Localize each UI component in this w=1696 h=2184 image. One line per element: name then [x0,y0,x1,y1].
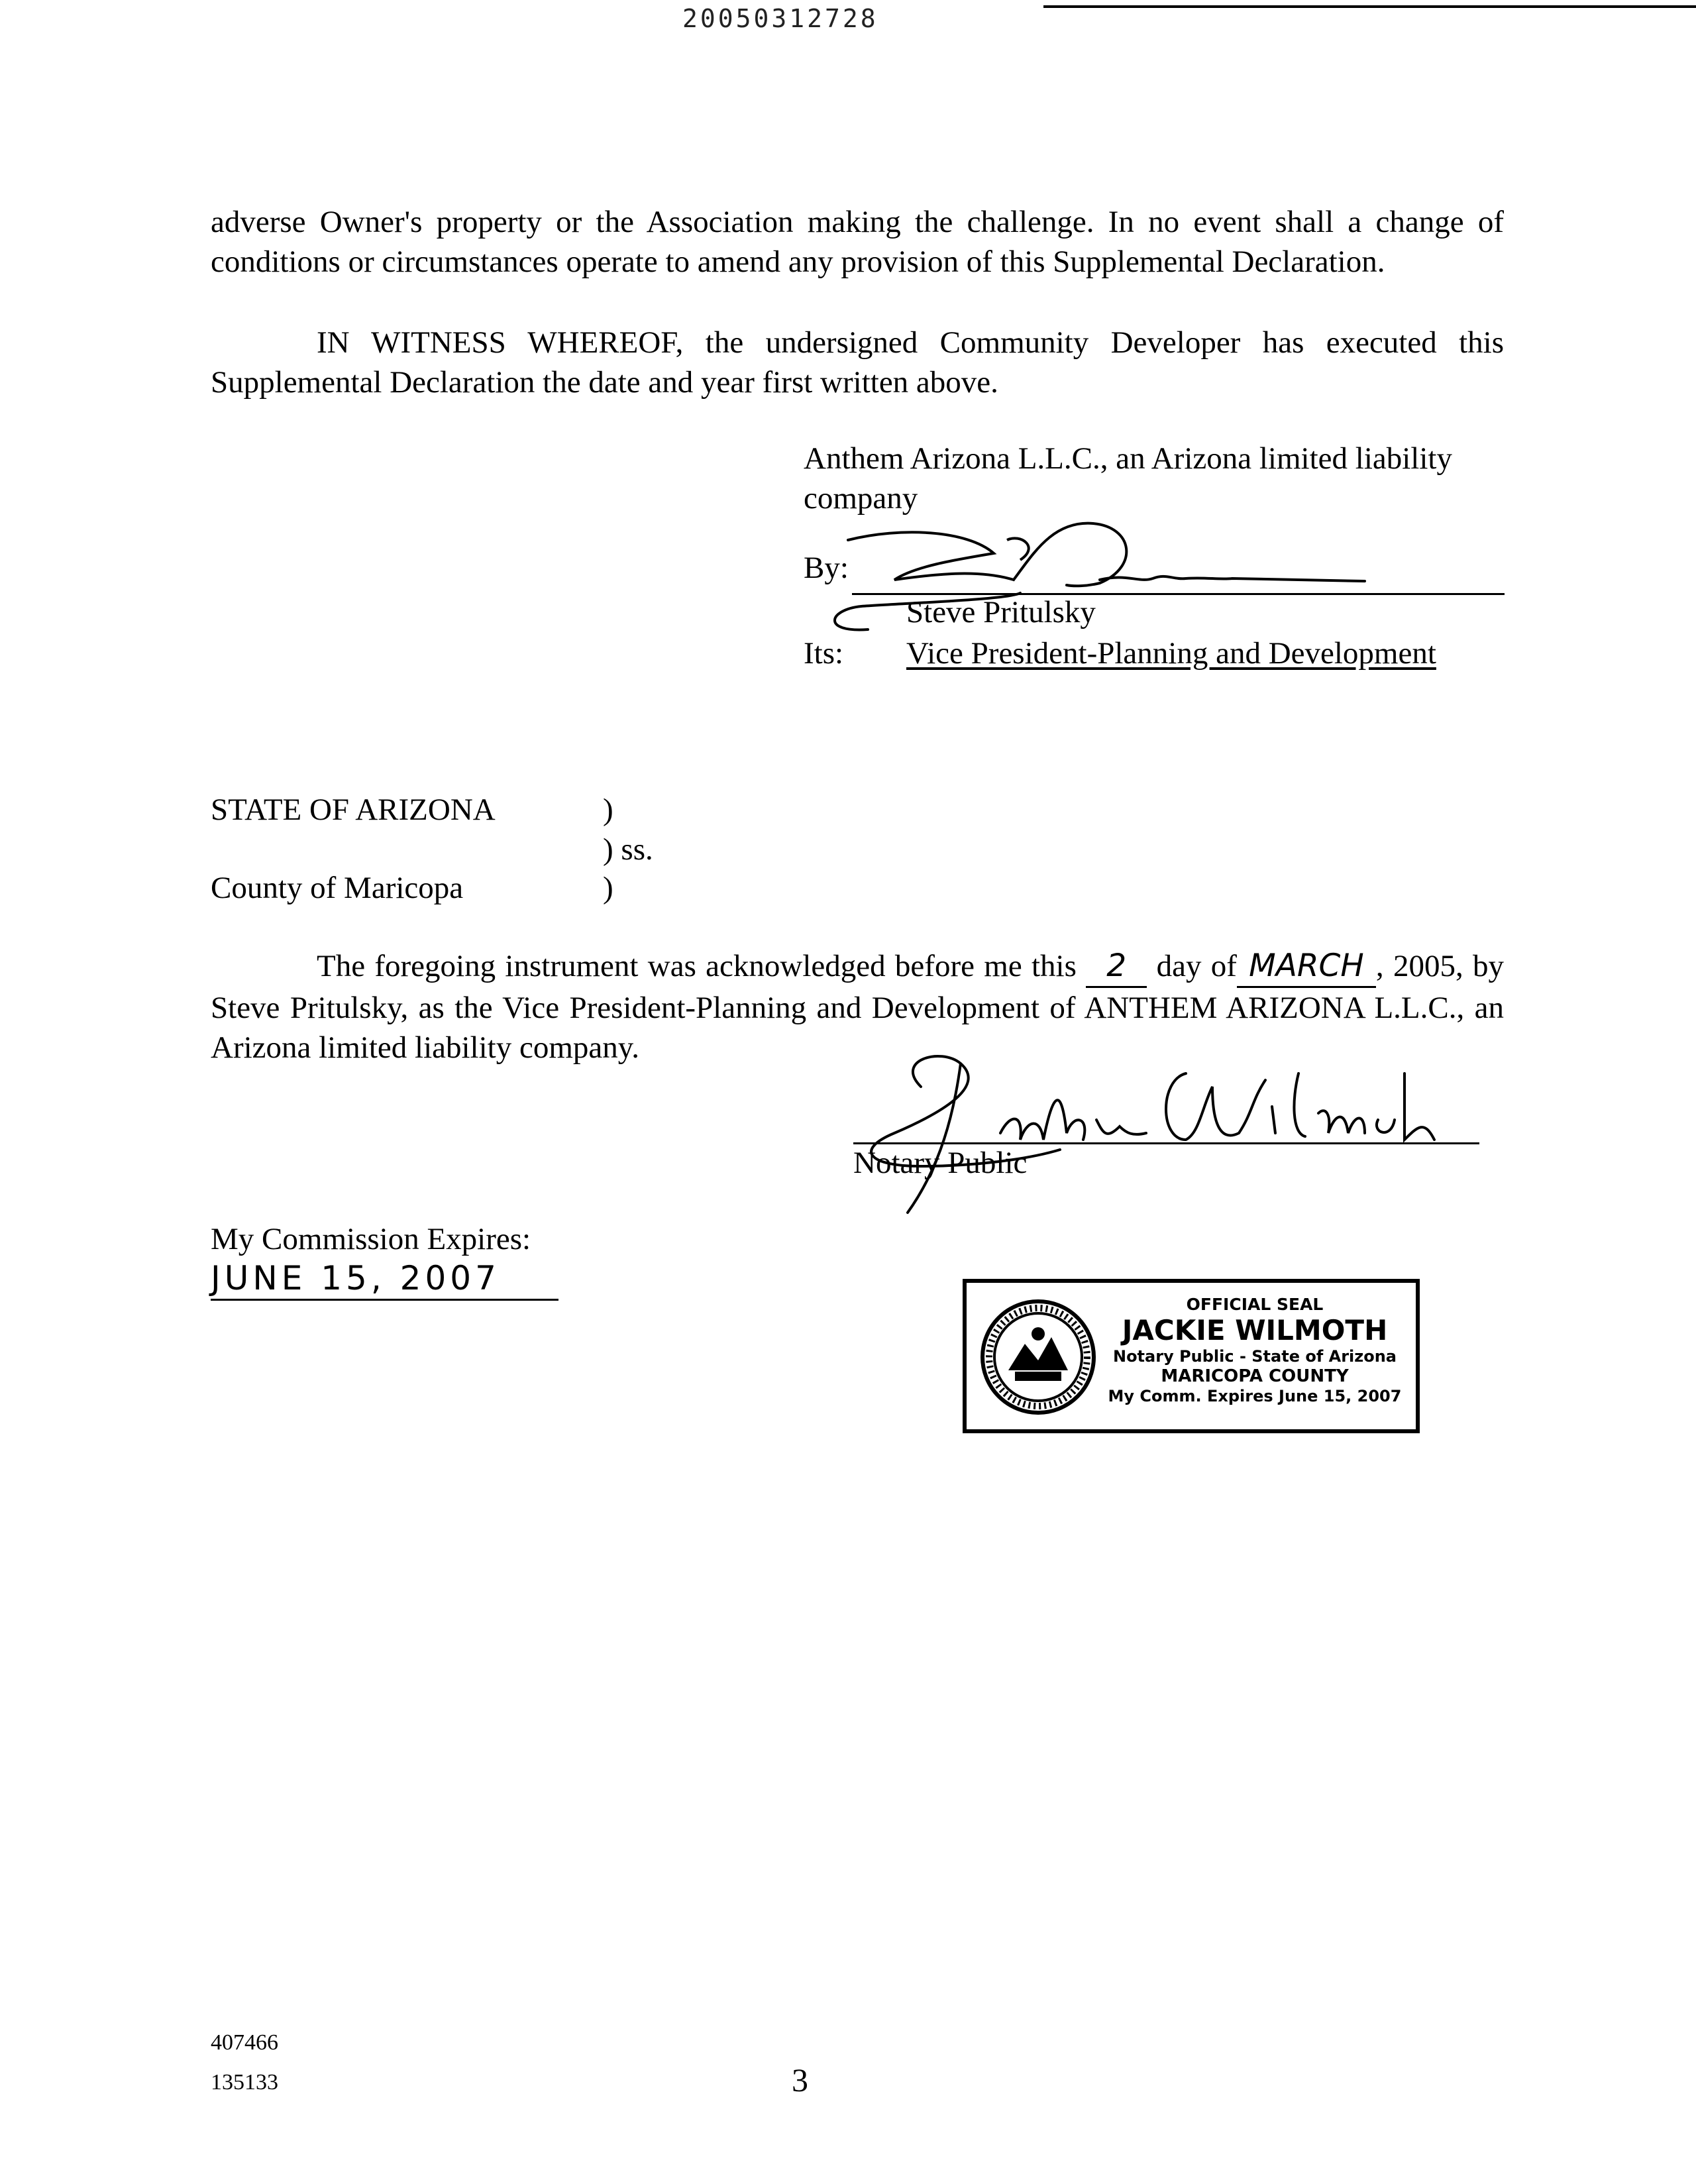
header-rule [1043,5,1696,8]
its-label: Its: [804,636,844,671]
venue-ss: ) ss. [603,832,653,867]
state-seal-emblem [979,1297,1098,1417]
notary-seal [963,1279,1420,1433]
witness-paragraph: IN WITNESS WHEREOF, the undersigned Community Developer has executed this Supplemental Declaration the date and year first written above. [211,325,1504,400]
by-label: By: [804,551,849,585]
seal-notary-state: Notary Public - State of Arizona [1112,1347,1397,1366]
commission-date: JUNE 15, 2007 [211,1259,558,1301]
seal-title: OFFICIAL SEAL [1186,1295,1324,1314]
commission-label: My Commission Expires: [211,1222,531,1256]
page-number: 3 [792,2061,808,2099]
seal-notary-name: JACKIE WILMOTH [1122,1314,1388,1346]
venue-state: STATE OF ARIZONA [211,792,496,827]
notary-signature-line [853,1142,1479,1144]
seal-expiration: My Comm. Expires June 15, 2007 [1108,1387,1402,1405]
notary-label: Notary Public [853,1146,1028,1180]
acknowledgment-text-1: The foregoing instrument was acknowledged before me this [317,949,1077,983]
acknowledgment-text-2: day of [1156,949,1237,983]
recording-number: 20050312728 [682,4,878,33]
signer-name: Steve Pritulsky [906,595,1096,629]
seal-county: MARICOPA COUNTY [1161,1366,1349,1386]
document-id-1: 407466 [211,2030,278,2055]
venue-paren-top: ) [603,792,613,827]
signer-title: Vice President-Planning and Development [906,636,1436,671]
acknowledgment-text-3: , 2005, by Steve Pritulsky, as the Vice President-Planning and Development of ANTHEM ARIZONA L.L.C., an Arizona limited liability company. [211,949,1505,1065]
document-id-2: 135133 [211,2070,278,2095]
notary-signature [841,1034,1438,1226]
acknowledgment-month: MARCH [1237,946,1376,988]
seal-text [1099,1295,1410,1406]
acknowledgment-day: 2 [1086,946,1147,988]
paragraph-continuation: adverse Owner's property or the Association making the challenge. In no event shall a change of conditions or circumstances operate to amend any provision of this Supplemental Declaration. [211,205,1504,279]
venue-paren-bottom: ) [603,871,613,905]
document-ids [211,2023,278,2102]
company-name: Anthem Arizona L.L.C., an Arizona limited liability company [804,441,1452,516]
venue-county: County of Maricopa [211,871,464,905]
